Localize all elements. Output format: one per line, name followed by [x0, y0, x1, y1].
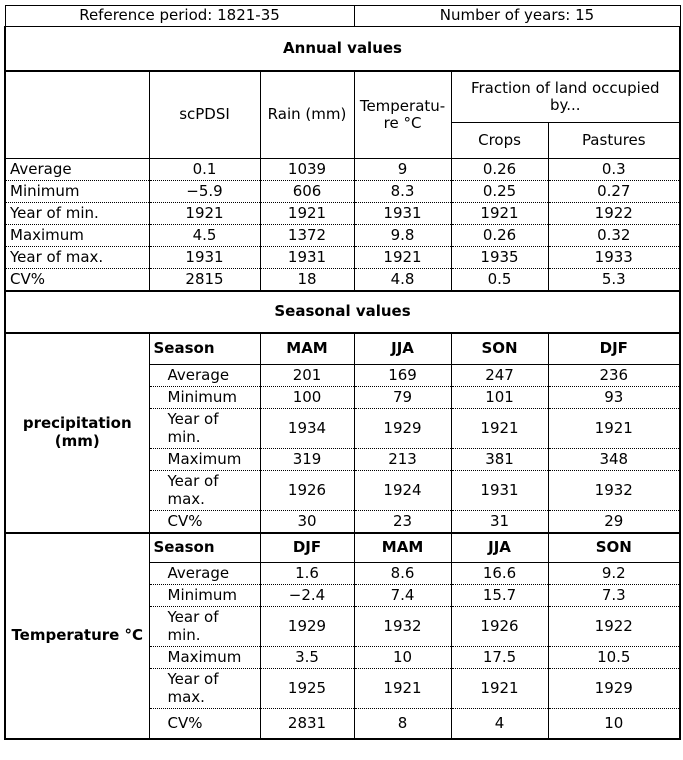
temperature-season-jja: JJA — [451, 533, 548, 563]
precipitation-season-son: SON — [451, 333, 548, 365]
annual-cell: 1931 — [149, 247, 260, 269]
annual-row-label: Average — [5, 159, 149, 181]
precipitation-cell: 247 — [451, 365, 548, 387]
annual-cell: 1921 — [354, 247, 451, 269]
precipitation-cell: 79 — [354, 387, 451, 409]
precipitation-cell: 29 — [548, 511, 680, 533]
annual-cell: 8.3 — [354, 181, 451, 203]
temperature-cell: 15.7 — [451, 585, 548, 607]
precipitation-cell: 319 — [260, 449, 354, 471]
temperature-cell: 10 — [354, 647, 451, 669]
temperature-season-djf: DJF — [260, 533, 354, 563]
temperature-row-label: Year of min. — [149, 607, 260, 647]
precipitation-cell: 236 — [548, 365, 680, 387]
precipitation-cell: 1934 — [260, 409, 354, 449]
annual-row — [5, 225, 680, 247]
annual-row-label: CV% — [5, 269, 149, 291]
annual-cell: 1931 — [260, 247, 354, 269]
annual-cell: 1372 — [260, 225, 354, 247]
annual-header-blank — [5, 71, 149, 159]
annual-cell: 5.3 — [548, 269, 680, 291]
precipitation-cell: 169 — [354, 365, 451, 387]
annual-cell: 4.5 — [149, 225, 260, 247]
annual-cell: 1922 — [548, 203, 680, 225]
annual-cell: 0.27 — [548, 181, 680, 203]
temperature-cell: 8.6 — [354, 563, 451, 585]
annual-cell: 1931 — [354, 203, 451, 225]
annual-row-label: Minimum — [5, 181, 149, 203]
precipitation-header-row — [5, 333, 680, 365]
temperature-cell: 1925 — [260, 669, 354, 709]
temperature-header-row — [5, 533, 680, 563]
col-header-temperature: Temperatu-re °C — [354, 71, 451, 159]
precipitation-cell: 23 — [354, 511, 451, 533]
annual-cell: 0.25 — [451, 181, 548, 203]
annual-cell: 0.26 — [451, 159, 548, 181]
annual-row — [5, 247, 680, 269]
annual-cell: 1921 — [149, 203, 260, 225]
annual-cell: 9.8 — [354, 225, 451, 247]
temperature-cell: 1921 — [354, 669, 451, 709]
precipitation-row-label: Average — [149, 365, 260, 387]
temperature-cell: 1922 — [548, 607, 680, 647]
annual-cell: 1935 — [451, 247, 548, 269]
temperature-row-label: Maximum — [149, 647, 260, 669]
annual-cell: 1921 — [451, 203, 548, 225]
precipitation-cell: 1929 — [354, 409, 451, 449]
precipitation-cell: 348 — [548, 449, 680, 471]
precipitation-cell: 100 — [260, 387, 354, 409]
precipitation-cell: 1931 — [451, 471, 548, 511]
precipitation-season-jja: JJA — [354, 333, 451, 365]
col-header-rain: Rain (mm) — [260, 71, 354, 159]
temperature-cell: 1926 — [451, 607, 548, 647]
temperature-cell: 1929 — [260, 607, 354, 647]
annual-cell: 606 — [260, 181, 354, 203]
annual-cell: −5.9 — [149, 181, 260, 203]
col-header-crops: Crops — [451, 123, 548, 159]
temperature-cell: −2.4 — [260, 585, 354, 607]
annual-cell: 18 — [260, 269, 354, 291]
precipitation-cell: 381 — [451, 449, 548, 471]
temperature-season-header: Season — [149, 533, 260, 563]
annual-cell: 2815 — [149, 269, 260, 291]
precipitation-season-mam: MAM — [260, 333, 354, 365]
col-header-fraction-group: Fraction of land occupied by... — [451, 71, 680, 123]
temperature-cell: 8 — [354, 709, 451, 739]
precipitation-cell: 1926 — [260, 471, 354, 511]
precipitation-cell: 1921 — [548, 409, 680, 449]
temperature-cell: 7.3 — [548, 585, 680, 607]
precipitation-cell: 31 — [451, 511, 548, 533]
annual-cell: 1039 — [260, 159, 354, 181]
precipitation-cell: 213 — [354, 449, 451, 471]
reference-period: Reference period: 1821-35 — [5, 6, 354, 27]
annual-row-label: Year of max. — [5, 247, 149, 269]
precipitation-cell: 30 — [260, 511, 354, 533]
precipitation-row-label: CV% — [149, 511, 260, 533]
annual-row — [5, 203, 680, 225]
annual-cell: 4.8 — [354, 269, 451, 291]
annual-values-title: Annual values — [5, 27, 680, 71]
annual-row — [5, 159, 680, 181]
temperature-row-label: CV% — [149, 709, 260, 739]
temperature-row-label: Minimum — [149, 585, 260, 607]
annual-cell: 0.26 — [451, 225, 548, 247]
temperature-cell: 16.6 — [451, 563, 548, 585]
col-header-scpdsi: scPDSI — [149, 71, 260, 159]
precipitation-season-djf: DJF — [548, 333, 680, 365]
precipitation-row-label: Maximum — [149, 449, 260, 471]
temperature-cell: 4 — [451, 709, 548, 739]
temperature-cell: 1921 — [451, 669, 548, 709]
annual-row-label: Maximum — [5, 225, 149, 247]
precipitation-row-label: Year of min. — [149, 409, 260, 449]
annual-cell: 0.3 — [548, 159, 680, 181]
temperature-cell: 1.6 — [260, 563, 354, 585]
annual-cell: 1921 — [260, 203, 354, 225]
temperature-row-label: Average — [149, 563, 260, 585]
temperature-season-mam: MAM — [354, 533, 451, 563]
annual-row — [5, 269, 680, 291]
precipitation-cell: 1924 — [354, 471, 451, 511]
precipitation-row-label: Minimum — [149, 387, 260, 409]
seasonal-values-title: Seasonal values — [5, 291, 680, 333]
number-of-years: Number of years: 15 — [354, 6, 680, 27]
temperature-cell: 10 — [548, 709, 680, 739]
precipitation-cell: 1932 — [548, 471, 680, 511]
precipitation-cell: 201 — [260, 365, 354, 387]
col-header-pastures: Pastures — [548, 123, 680, 159]
temperature-cell: 10.5 — [548, 647, 680, 669]
annual-row-label: Year of min. — [5, 203, 149, 225]
precipitation-cell: 101 — [451, 387, 548, 409]
temperature-cell: 7.4 — [354, 585, 451, 607]
temperature-cell: 1929 — [548, 669, 680, 709]
annual-cell: 9 — [354, 159, 451, 181]
precipitation-season-header: Season — [149, 333, 260, 365]
precipitation-cell: 93 — [548, 387, 680, 409]
annual-cell: 0.1 — [149, 159, 260, 181]
temperature-cell: 9.2 — [548, 563, 680, 585]
precipitation-cell: 1921 — [451, 409, 548, 449]
precipitation-row-label: Year of max. — [149, 471, 260, 511]
climate-statistics-table — [4, 5, 681, 740]
annual-cell: 1933 — [548, 247, 680, 269]
annual-cell: 0.5 — [451, 269, 548, 291]
temperature-cell: 1932 — [354, 607, 451, 647]
temperature-cell: 17.5 — [451, 647, 548, 669]
temperature-variable-label: Temperature °C — [5, 533, 149, 739]
temperature-cell: 3.5 — [260, 647, 354, 669]
precipitation-variable-label: precipitation (mm) — [5, 333, 149, 533]
annual-row — [5, 181, 680, 203]
temperature-row-label: Year of max. — [149, 669, 260, 709]
annual-cell: 0.32 — [548, 225, 680, 247]
temperature-season-son: SON — [548, 533, 680, 563]
temperature-cell: 2831 — [260, 709, 354, 739]
